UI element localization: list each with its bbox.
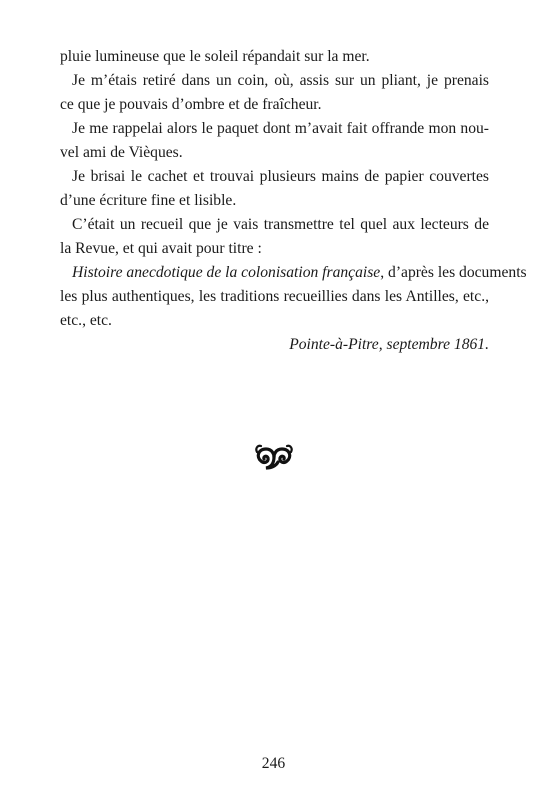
text-line: Je brisai le cachet et trouvai plusieurs mains de papier couvertes xyxy=(72,168,489,185)
text-fragment: , d’après les documents xyxy=(380,264,527,281)
fleuron-ornament-icon xyxy=(0,440,547,482)
signature-line xyxy=(60,333,489,357)
text-line: pluie lumineuse que le soleil répandait sur la mer. xyxy=(60,48,370,65)
text-line: Je m’étais retiré dans un coin, où, assis sur un pliant, je prenais xyxy=(72,72,489,89)
text-line: vel ami de Vièques. xyxy=(60,144,183,161)
page-body xyxy=(60,45,527,357)
fleuron-ornament-icon xyxy=(252,440,296,474)
text-line: ce que je pouvais d’ombre et de fraîcheur. xyxy=(60,96,322,113)
text-line: C’était un recueil que je vais transmettre tel quel aux lecteurs de xyxy=(72,216,489,233)
text-line-with-title xyxy=(60,261,527,285)
place-date-signature: Pointe-à-Pitre, septembre 1861. xyxy=(289,336,489,353)
page-number: 246 xyxy=(261,755,286,772)
text-line: Je me rappelai alors le paquet dont m’avait fait offrande mon nou- xyxy=(72,120,489,137)
text-line: la Revue, et qui avait pour titre : xyxy=(60,240,262,257)
text-line: etc., etc. xyxy=(60,312,112,329)
book-title: Histoire anecdotique de la colonisation française xyxy=(72,264,381,281)
text-line: les plus authentiques, les traditions recueillies dans les Antilles, etc., xyxy=(60,288,489,305)
text-line: d’une écriture fine et lisible. xyxy=(60,192,237,209)
